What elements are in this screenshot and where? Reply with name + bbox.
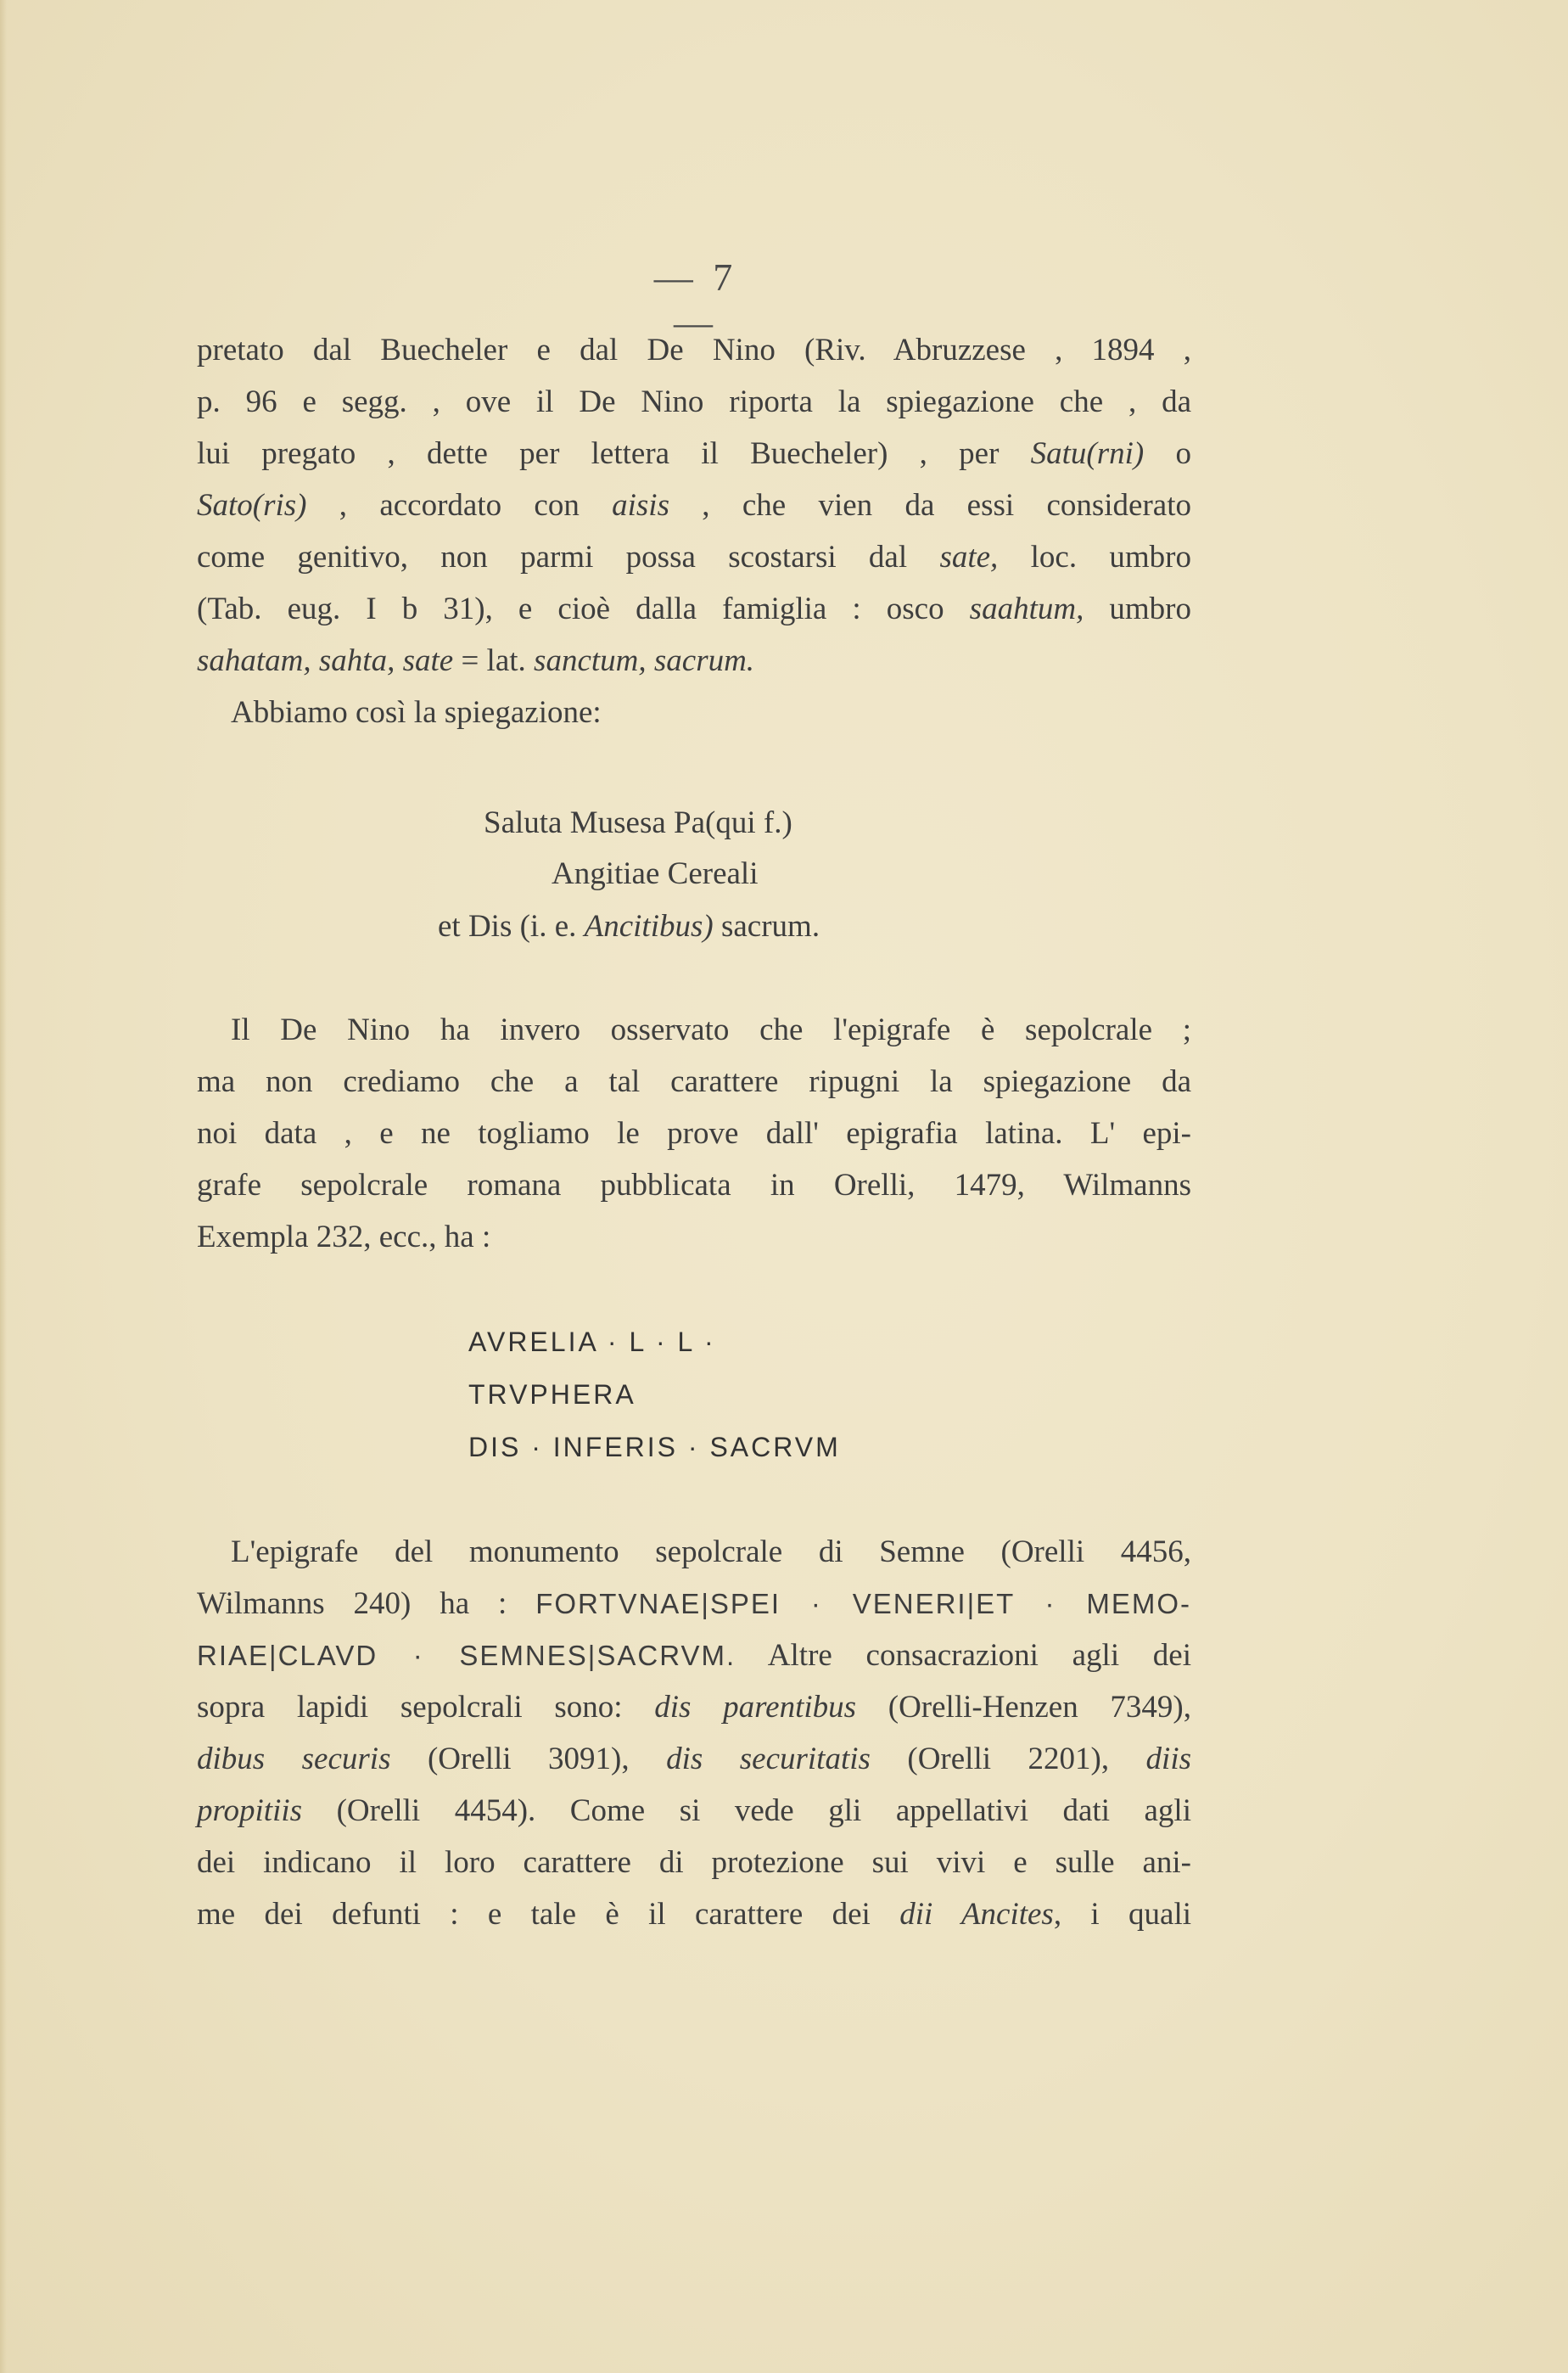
- italic-term: sahatam, sahta, sate: [197, 643, 454, 678]
- text-run: loc. umbro: [998, 540, 1191, 575]
- text-run: (Orelli 3091),: [390, 1742, 667, 1776]
- text-line: L'epigrafe del monumento sepolcrale di Semne (Orelli 4456,: [231, 1534, 1191, 1569]
- page-edge: [0, 0, 7, 2373]
- text-line: [197, 1733, 1191, 1785]
- text-line: [197, 1630, 1191, 1681]
- paragraph-3: [197, 1526, 1191, 1940]
- inscription-text: FORTVNAE|SPEI · VENERI|ET · MEMO-: [535, 1588, 1191, 1619]
- text-run: lui pregato , dette per lettera il Buecheler) , per: [197, 436, 1031, 471]
- text-line: p. 96 e segg. , ove il De Nino riporta la spiegazione che , da: [197, 384, 1191, 419]
- italic-term: aisis: [612, 488, 669, 523]
- inscription-1-line: Saluta Musesa Pa(qui f.): [484, 805, 792, 840]
- text-run: = lat.: [453, 643, 535, 678]
- text-line: [197, 635, 1191, 687]
- text-line: noi data , e ne togliamo le prove dall' epigrafia latina. L' epi-: [197, 1116, 1191, 1151]
- text-run: come genitivo, non parmi possa scostarsi dal: [197, 540, 940, 575]
- text-line: grafe sepolcrale romana pubblicata in Orelli, 1479, Wilmanns: [197, 1168, 1191, 1203]
- italic-term: saahtum,: [969, 592, 1084, 626]
- text-run: (Tab. eug. I b 31), e cioè dalla famiglia : osco: [197, 592, 970, 626]
- italic-term: Ancitibus): [584, 909, 714, 944]
- text-line: [197, 1785, 1191, 1837]
- text-line: Il De Nino ha invero osservato che l'epigrafe è sepolcrale ;: [231, 1013, 1191, 1047]
- inscription-1-line: Angitiae Cereali: [552, 856, 759, 891]
- text-line: [197, 480, 1191, 531]
- text-line: [197, 1888, 1191, 1940]
- inscription-2-line: DIS · INFERIS · SACRVM: [468, 1432, 841, 1462]
- italic-term: dii Ancites: [899, 1897, 1054, 1932]
- text-line: ma non crediamo che a tal carattere ripugni la spiegazione da: [197, 1064, 1191, 1099]
- text-run: sopra lapidi sepolcrali sono:: [197, 1690, 655, 1725]
- text-line: [197, 583, 1191, 635]
- text-line: [197, 1578, 1191, 1630]
- page-number: — 7 —: [653, 255, 738, 344]
- text-run: (Orelli-Henzen 7349),: [856, 1690, 1191, 1725]
- text-run: me dei defunti : e tale è il carattere dei: [197, 1897, 900, 1932]
- text-run: , che vien da essi considerato: [669, 488, 1191, 523]
- text-run: sacrum.: [713, 909, 820, 944]
- paragraph-2: [197, 1004, 1191, 1263]
- text-run: et Dis (i. e.: [438, 909, 585, 944]
- italic-term: Sato(ris): [197, 488, 307, 523]
- text-run: (Orelli 2201),: [870, 1742, 1146, 1776]
- inscription-2-line: TRVPHERA: [468, 1379, 636, 1410]
- italic-term: propitiis: [197, 1793, 303, 1828]
- text-line: [197, 1681, 1191, 1733]
- text-run: (Orelli 4454). Come si vede gli appellativi dati agli: [302, 1793, 1191, 1828]
- italic-term: dis securitatis: [666, 1742, 871, 1776]
- text-run: o: [1144, 436, 1191, 471]
- inscription-text: RIAE|CLAVD · SEMNES|SACRVM.: [197, 1640, 736, 1671]
- inscription-2-line: AVRELIA · L · L ·: [468, 1327, 716, 1357]
- text-line: [197, 428, 1191, 480]
- text-line: Exempla 232, ecc., ha :: [197, 1220, 491, 1254]
- italic-term: dibus securis: [197, 1742, 391, 1776]
- italic-term: diis: [1145, 1742, 1192, 1776]
- text-run: Wilmanns 240) ha :: [197, 1586, 536, 1621]
- paragraph-1: [197, 324, 1191, 738]
- text-run: Altre consacrazioni agli dei: [736, 1638, 1192, 1673]
- text-line: dei indicano il loro carattere di protezione sui vivi e sulle ani-: [197, 1845, 1191, 1880]
- text-line: [197, 531, 1191, 583]
- italic-term: Satu(rni): [1030, 436, 1145, 471]
- italic-term: dis parentibus: [654, 1690, 857, 1725]
- text-run: , accordato con: [306, 488, 613, 523]
- inscription-1-line: [438, 901, 820, 952]
- italic-term: sanctum, sacrum.: [534, 643, 755, 678]
- text-line: pretato dal Buecheler e dal De Nino (Riv. Abruzzese , 1894 ,: [197, 333, 1191, 367]
- italic-term: sate,: [939, 540, 999, 575]
- text-run: umbro: [1084, 592, 1191, 626]
- text-line: Abbiamo così la spiegazione:: [231, 695, 602, 730]
- text-run: , i quali: [1053, 1897, 1192, 1932]
